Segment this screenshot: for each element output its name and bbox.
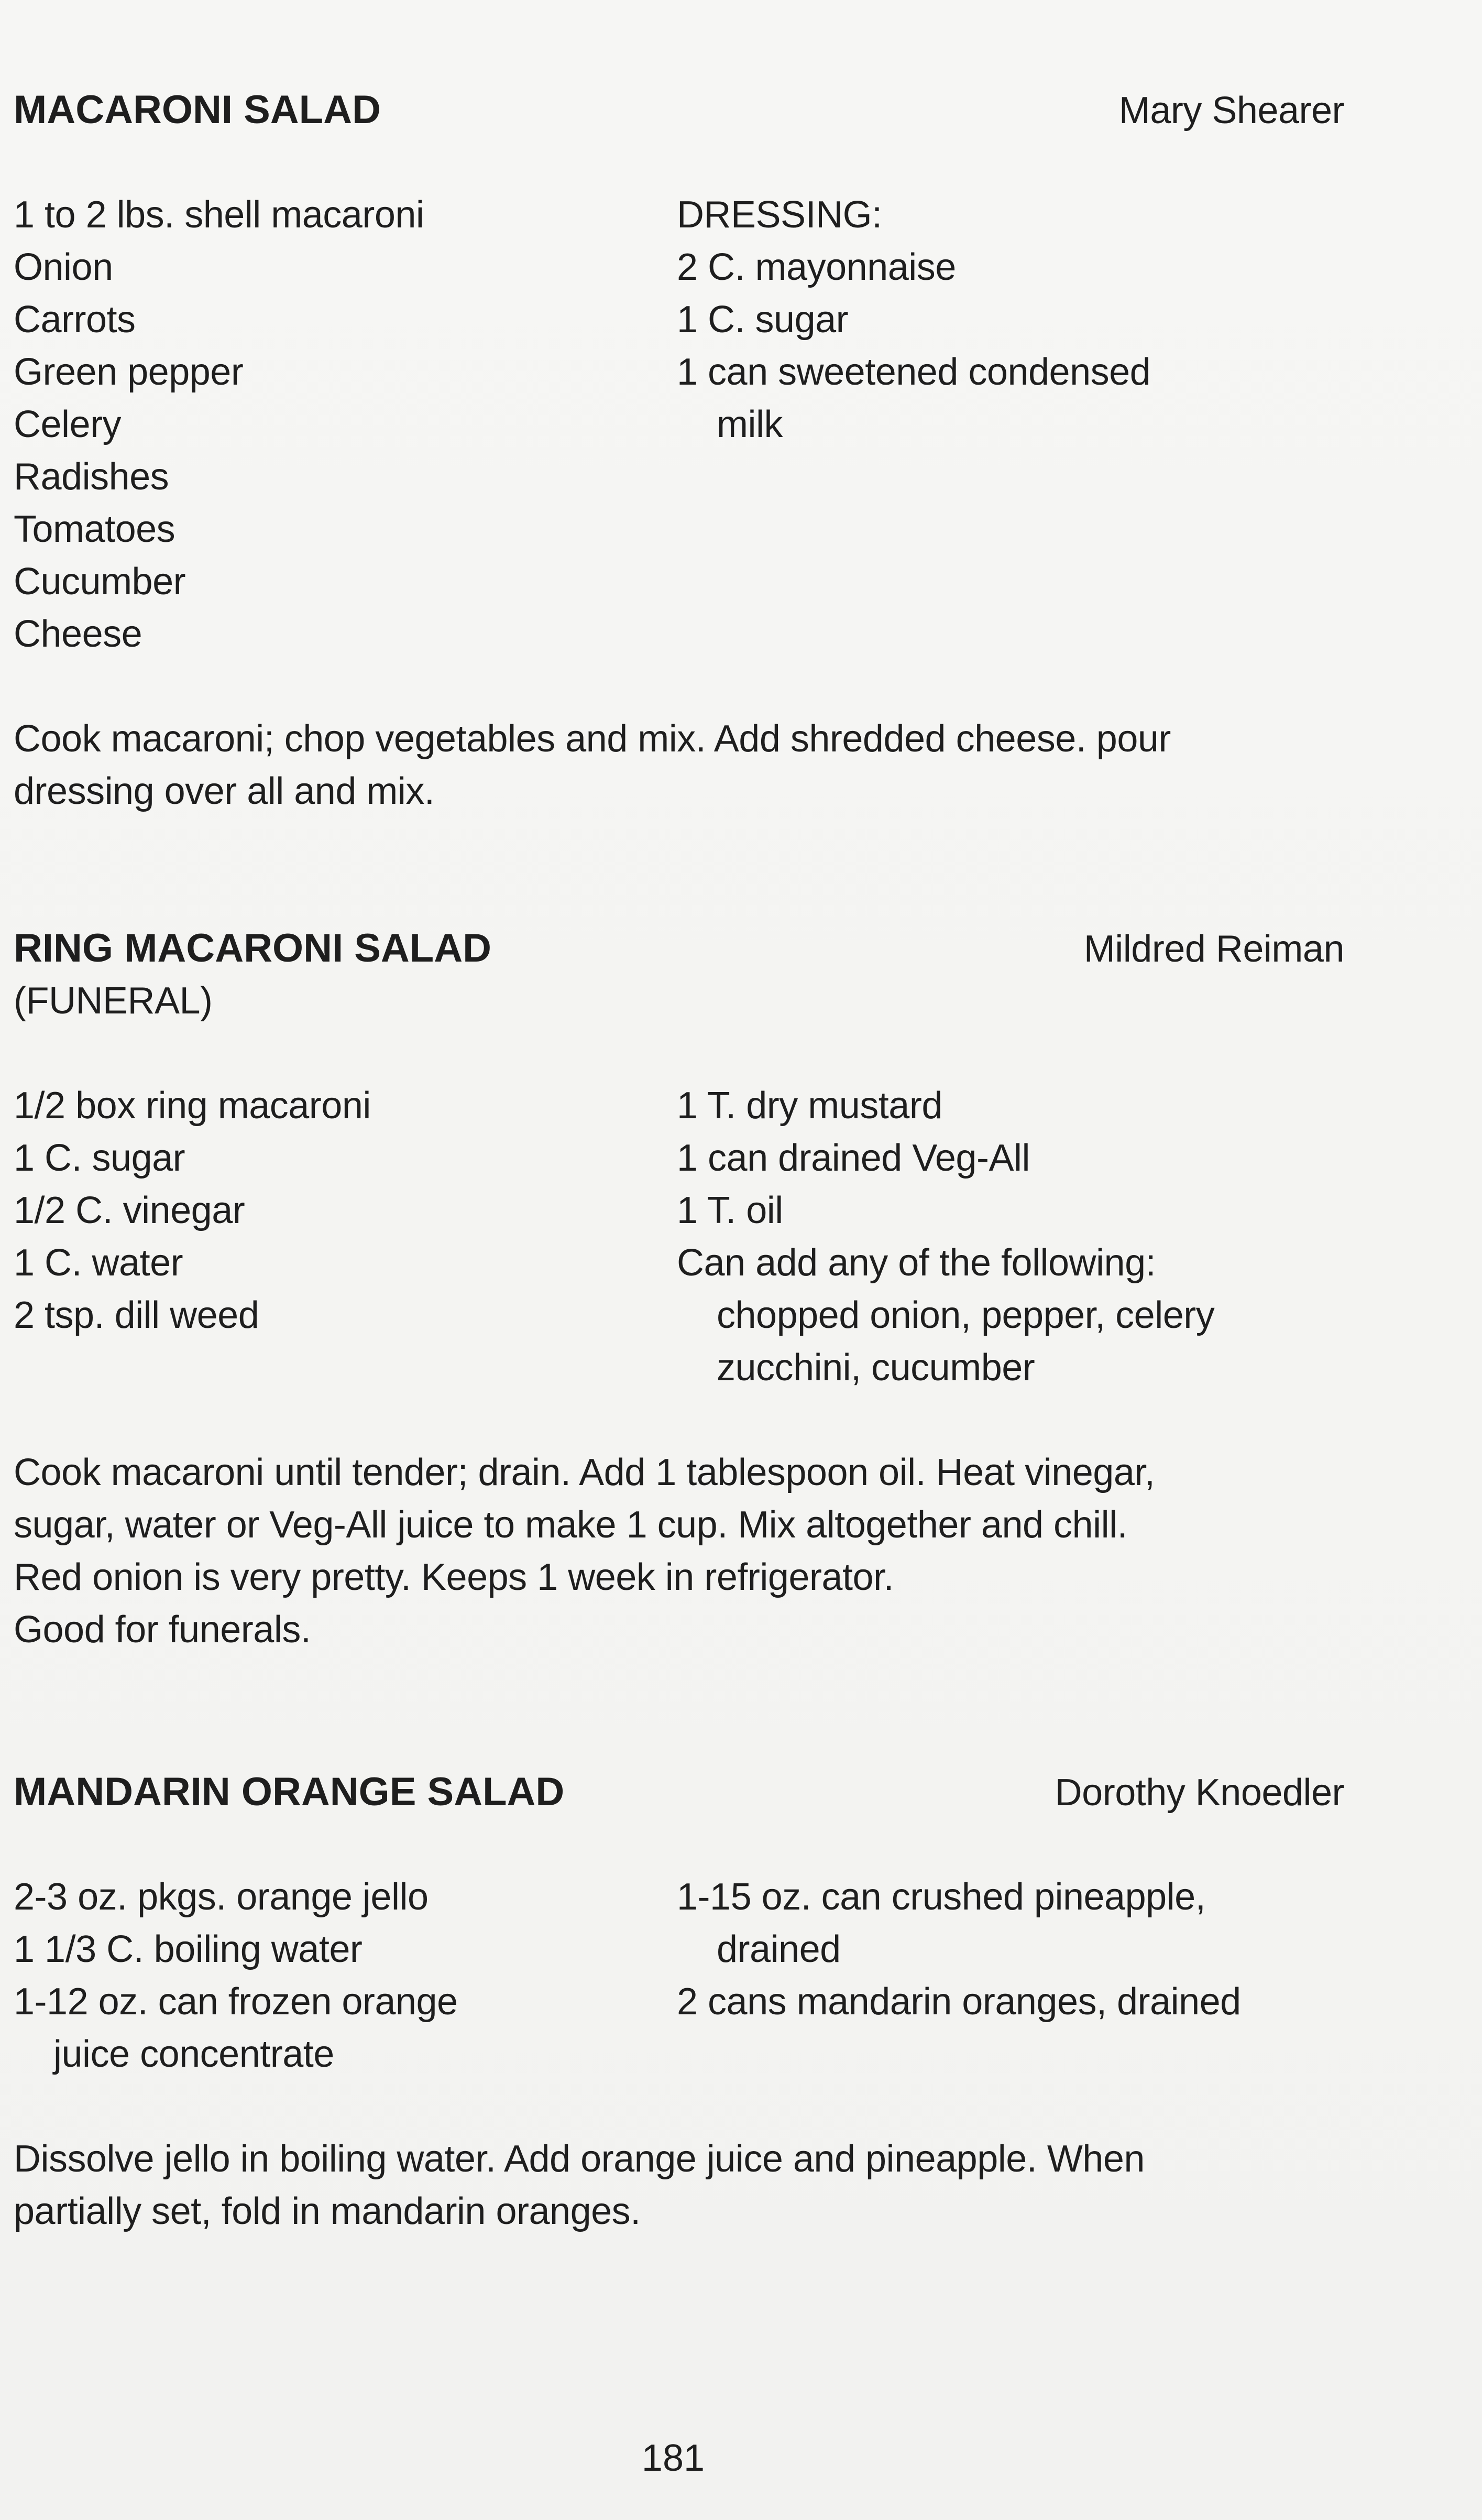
ingredient-line: Green pepper	[14, 351, 244, 393]
ingredients-left-column	[14, 189, 677, 660]
ingredient-line: 1 T. dry mustard	[677, 1085, 942, 1127]
ingredient-line: milk	[717, 403, 783, 445]
recipe-title: MANDARIN ORANGE SALAD	[14, 1770, 565, 1814]
instruction-line: sugar, water or Veg-All juice to make 1 cup. Mix altogether and chill.	[14, 1504, 1128, 1546]
ingredients-right-column	[677, 189, 1344, 660]
instruction-line: Red onion is very pretty. Keeps 1 week in refrigerator.	[14, 1556, 894, 1598]
ingredient-line: Tomatoes	[14, 508, 175, 550]
ingredient-line: juice concentrate	[53, 2033, 334, 2075]
instruction-line: Good for funerals.	[14, 1609, 311, 1651]
instruction-line: partially set, fold in mandarin oranges.	[14, 2190, 641, 2232]
recipe-instructions	[14, 1446, 1344, 1656]
ingredient-line: 1/2 box ring macaroni	[14, 1085, 371, 1127]
ingredient-line: Can add any of the following:	[677, 1242, 1156, 1284]
ingredient-line: chopped onion, pepper, celery	[717, 1294, 1215, 1336]
recipe-header	[14, 922, 1344, 975]
recipe-subtitle: (FUNERAL)	[14, 980, 213, 1022]
ingredient-line: 2 cans mandarin oranges, drained	[677, 1981, 1241, 2023]
ingredients	[14, 1079, 1344, 1394]
ingredient-line: 1 can drained Veg-All	[677, 1137, 1030, 1179]
ingredient-line: Celery	[14, 403, 122, 445]
ingredient-line: 1-12 oz. can frozen orange	[14, 1981, 458, 2023]
instruction-line: dressing over all and mix.	[14, 770, 435, 812]
ingredient-line: 1 can sweetened condensed	[677, 351, 1151, 393]
ingredient-line: Onion	[14, 246, 113, 288]
recipe-instructions	[14, 2133, 1344, 2238]
instruction-line: Cook macaroni; chop vegetables and mix. Add shredded cheese. pour	[14, 718, 1171, 760]
ingredients-left-column	[14, 1079, 677, 1394]
instruction-line: Cook macaroni until tender; drain. Add 1 tablespoon oil. Heat vinegar,	[14, 1452, 1155, 1493]
ingredients-right-column	[677, 1871, 1344, 2080]
recipe-author: Mary Shearer	[1118, 90, 1344, 132]
ingredient-line: 2 C. mayonnaise	[677, 246, 956, 288]
ingredient-line: Radishes	[14, 456, 169, 498]
recipe-title: RING MACARONI SALAD	[14, 926, 491, 970]
ingredient-line: 1 C. sugar	[14, 1137, 185, 1179]
recipe-ring-macaroni-salad	[14, 922, 1344, 1656]
ingredient-line: Carrots	[14, 299, 136, 341]
ingredient-line: 1/2 C. vinegar	[14, 1190, 245, 1231]
ingredients-left-column	[14, 1871, 677, 2080]
ingredient-line: Cucumber	[14, 561, 186, 603]
recipe-instructions	[14, 713, 1344, 817]
ingredients	[14, 1871, 1344, 2080]
recipe-author: Dorothy Knoedler	[1055, 1772, 1344, 1814]
ingredient-line: 2-3 oz. pkgs. orange jello	[14, 1876, 429, 1918]
ingredients	[14, 189, 1344, 660]
ingredient-line: 2 tsp. dill weed	[14, 1294, 259, 1336]
ingredient-line: 1 C. water	[14, 1242, 183, 1284]
ingredient-line: zucchini, cucumber	[717, 1347, 1035, 1389]
ingredients-right-column	[677, 1079, 1344, 1394]
page-number: 181	[641, 2437, 705, 2479]
ingredient-line: 1 T. oil	[677, 1190, 783, 1231]
ingredient-line: 1 C. sugar	[677, 299, 849, 341]
instruction-line: Dissolve jello in boiling water. Add orange juice and pineapple. When	[14, 2138, 1145, 2180]
recipe-title: MACARONI SALAD	[14, 88, 381, 132]
ingredient-line: drained	[717, 1928, 841, 1970]
recipe-header	[14, 84, 1344, 136]
ingredient-line: 1-15 oz. can crushed pineapple,	[677, 1876, 1206, 1918]
recipe-macaroni-salad	[14, 84, 1344, 817]
ingredient-line: 1 to 2 lbs. shell macaroni	[14, 194, 424, 236]
ingredient-line: 1 1/3 C. boiling water	[14, 1928, 363, 1970]
recipe-mandarin-orange-salad	[14, 1766, 1344, 2238]
ingredient-line: DRESSING:	[677, 194, 882, 236]
recipe-author: Mildred Reiman	[1083, 928, 1344, 970]
ingredient-line: Cheese	[14, 613, 142, 655]
recipe-header	[14, 1766, 1344, 1818]
